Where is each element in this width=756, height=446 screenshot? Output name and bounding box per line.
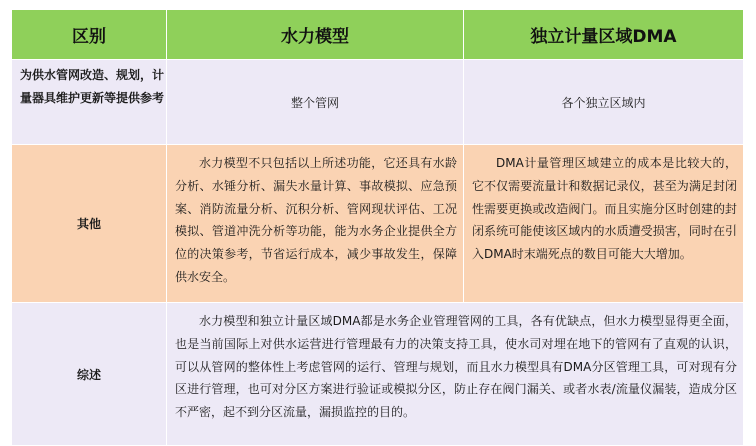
cell-summary: 水力模型和独立计量区域DMA都是水务企业管理管网的工具，各有优缺点，但水力模型显得更全面，也是当前国际上对供水运营进行管理最有力的决策支持工具，使水司对埋在地下的管网有了直观的认识，可以从管网的整体性上考虑管网的运行、管理与规划，而且水力模型具有DMA分区管理工具，可对现有分区进行管理，也可对分区方案进行验证或模拟分区，防止存在阀门漏关、或者水表/流量仪漏装，造成分区不严密，起不到分区流量，漏损监控的目的。 [167, 303, 744, 446]
header-cell-dma: 独立计量区域DMA [464, 10, 744, 60]
cell-dma-other: DMA计量管理区域建立的成本是比较大的，它不仅需要流量计和数据记录仪，甚至为满足封闭性需要更换或改造阀门。而且实施分区时创建的封闭系统可能使该区域内的水质遭受损害，同时在引入DMA时末端死点的数目可能大大增加。 [464, 145, 744, 303]
header-cell-category: 区别 [12, 10, 167, 60]
row-label-reference: 为供水管网改造、规划，计量器具维护更新等提供参考 [12, 60, 167, 145]
cell-hydraulic-other: 水力模型不只包括以上所述功能，它还具有水龄分析、水锤分析、漏失水量计算、事故模拟、应急预案、消防流量分析、沉积分析、管网现状评估、工况模拟、管道冲洗分析等功能，能为水务企业提供全方位的决策参考，节省运行成本，减少事故发生，保障供水安全。 [167, 145, 464, 303]
row-label-summary: 综述 [12, 303, 167, 446]
cell-dma-reference: 各个独立区域内 [464, 60, 744, 145]
cell-hydraulic-reference: 整个管网 [167, 60, 464, 145]
comparison-table [12, 10, 744, 446]
header-cell-hydraulic-model: 水力模型 [167, 10, 464, 60]
row-label-other: 其他 [12, 145, 167, 303]
